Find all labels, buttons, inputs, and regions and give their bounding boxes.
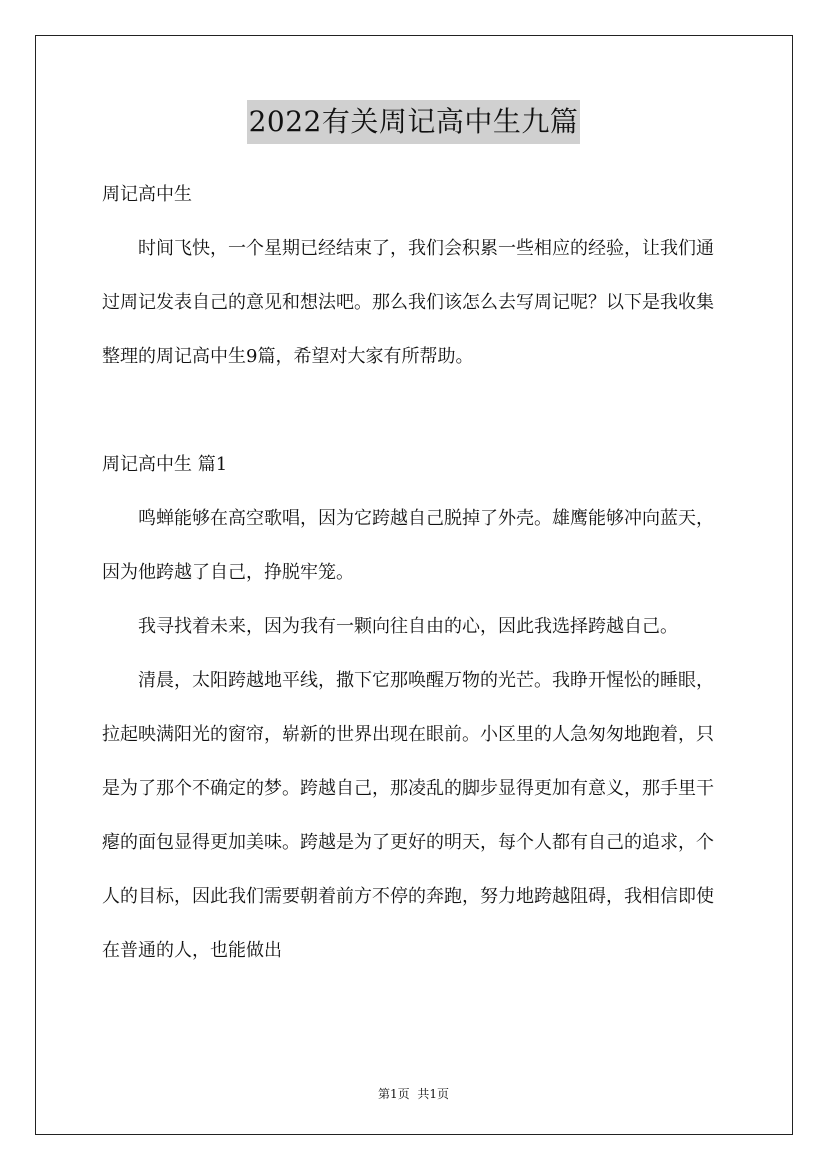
intro-paragraph: 时间飞快，一个星期已经结束了，我们会积累一些相应的经验，让我们通过周记发表自己的意见和想法吧。那么我们该怎么去写周记呢？以下是我收集整理的周记高中生9篇，希望对大家有所帮助。 [102,238,714,367]
section1-heading: 周记高中生 篇1 [102,454,228,475]
section-spacer [102,384,730,438]
section1-paragraph-3: 清晨，太阳跨越地平线，撒下它那唤醒万物的光芒。我睁开惺忪的睡眼，拉起映满阳光的窗帘，崭新的世界出现在眼前。小区里的人急匆匆地跑着，只是为了那个不确定的梦。跨越自己，那凌乱的脚步显得更加有意义，那手里干瘪的面包显得更加美味。跨越是为了更好的明天，每个人都有自己的追求，个人的目标，因此我们需要朝着前方不停的奔跑，努力地跨越阻碍，我相信即使在普通的人，也能做出 [102,670,714,961]
page-footer [0,1085,827,1102]
section1-paragraph-2: 我寻找着未来，因为我有一颗向往自由的心，因此我选择跨越自己。 [138,616,678,637]
page-number: 第1页 [378,1087,410,1101]
page-total: 共1页 [417,1087,449,1101]
section1-paragraph-1: 鸣蝉能够在高空歌唱，因为它跨越自己脱掉了外壳。雄鹰能够冲向蓝天，因为他跨越了自己，挣脱牢笼。 [102,508,714,583]
document-title: 2022有关周记高中生九篇 [247,100,581,144]
title-container [0,100,827,144]
intro-heading: 周记高中生 [102,184,192,205]
document-body [102,168,730,978]
